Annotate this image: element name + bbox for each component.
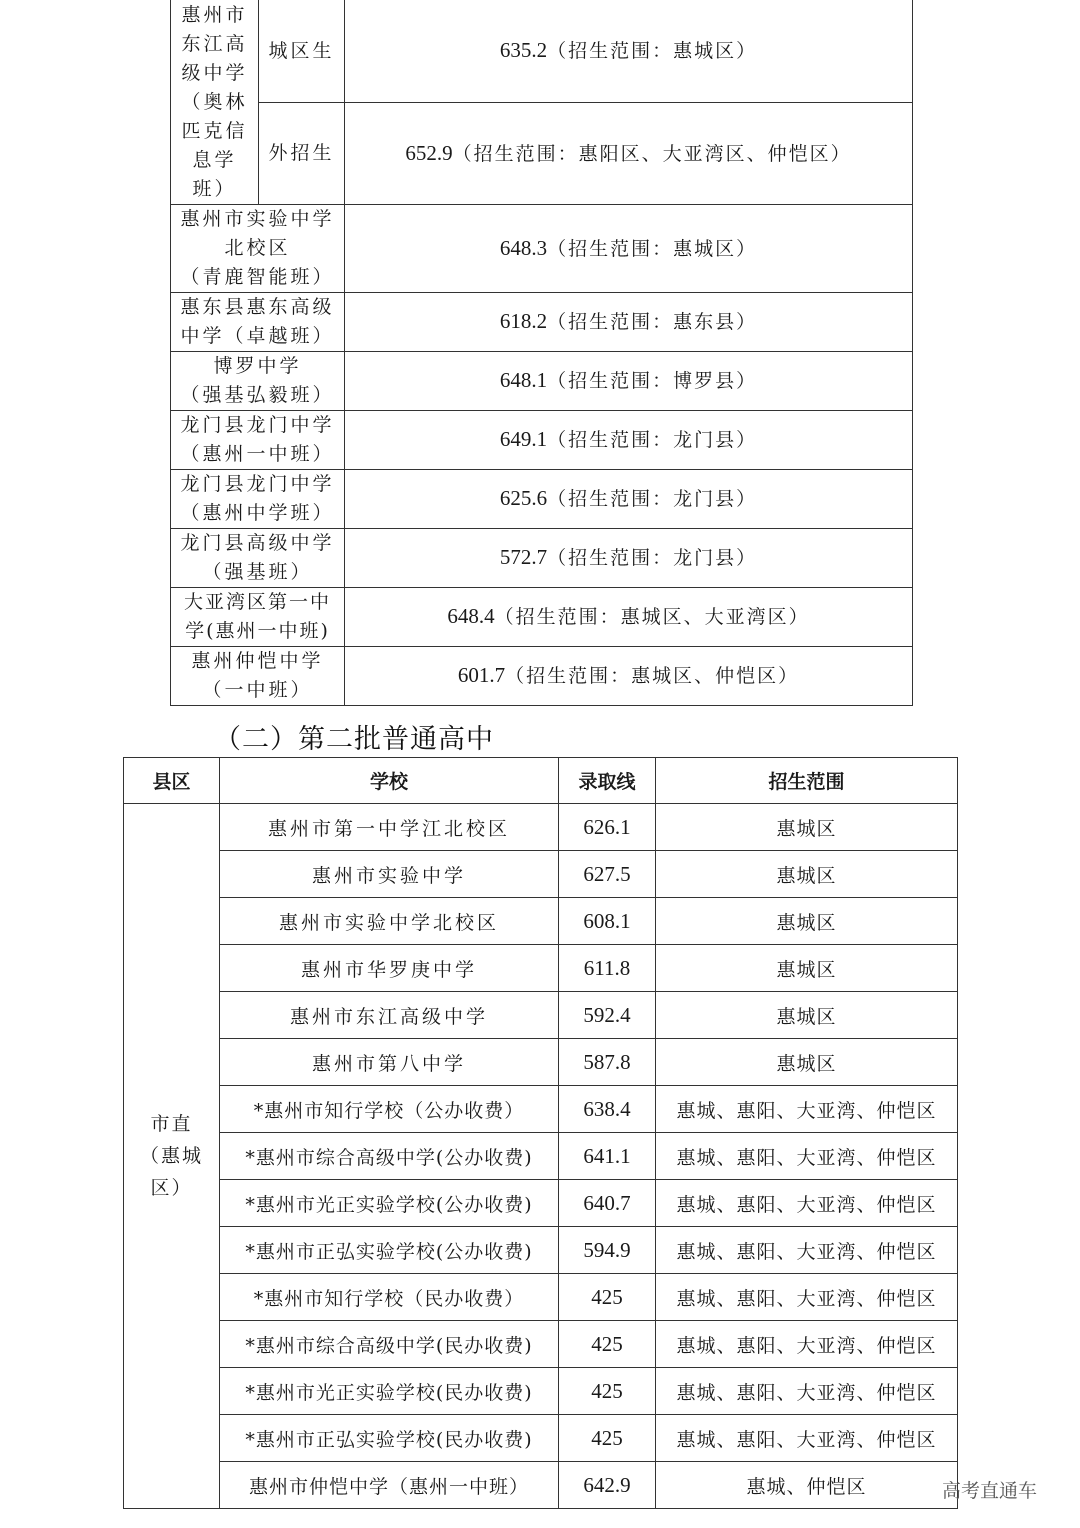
score-range-cell: [345, 0, 913, 103]
table-row: [124, 1133, 958, 1180]
score: 648.3: [499, 235, 548, 260]
range-cell: 惠城区: [656, 804, 958, 851]
score-range-cell: [345, 529, 913, 588]
header-school: 学校: [220, 758, 559, 804]
school-cell: *惠州市知行学校（民办收费）: [220, 1274, 559, 1321]
school-cell: *惠州市正弘实验学校(公办收费): [220, 1227, 559, 1274]
score: 648.4: [447, 604, 495, 628]
enrollment-range: （招生范围：惠城区、仲恺区）: [505, 665, 800, 687]
header-range: 招生范围: [656, 758, 958, 804]
school-cell: [171, 205, 345, 293]
score: 652.9: [405, 140, 453, 165]
school-line: 龙门县龙门中学: [180, 473, 335, 495]
range-cell: 惠城区: [656, 851, 958, 898]
table-row: [171, 0, 913, 103]
batch1-score-table: [170, 0, 913, 706]
range-cell: 惠城区: [656, 1039, 958, 1086]
school-cell: *惠州市综合高级中学(公办收费): [220, 1133, 559, 1180]
table-row: [124, 1462, 958, 1509]
score: 635.2: [499, 38, 548, 62]
table-row: [124, 1086, 958, 1133]
school-line: 惠东县惠东高级: [180, 296, 335, 318]
table-row: [171, 529, 913, 588]
school-cell: [171, 411, 345, 470]
table-row: [171, 293, 913, 352]
school-line: 龙门县龙门中学: [180, 414, 335, 436]
school-cell: 惠州市实验中学: [220, 851, 559, 898]
enrollment-range: （招生范围：龙门县）: [547, 547, 758, 569]
header-score: 录取线: [559, 758, 656, 804]
school-cell: 惠州市第一中学江北校区: [220, 804, 559, 851]
table-row: [124, 1180, 958, 1227]
table-row: [124, 1274, 958, 1321]
enrollment-range: （招生范围：惠城区）: [547, 237, 758, 260]
score: 625.6: [499, 486, 548, 510]
score: 601.7: [457, 663, 506, 687]
school-cell: 惠州市仲恺中学（惠州一中班）: [220, 1462, 559, 1509]
school-cell: [171, 647, 345, 706]
range-cell: 惠城区: [656, 945, 958, 992]
table-row: [124, 992, 958, 1039]
school-line: 惠州市实验中学: [180, 208, 335, 230]
table-row: [171, 103, 913, 205]
table-header-row: [124, 758, 958, 804]
table-row: [124, 1227, 958, 1274]
range-cell: 惠城、仲恺区: [656, 1462, 958, 1509]
score-cell: 627.5: [559, 851, 656, 898]
score-range-cell: [345, 103, 913, 205]
enrollment-range: （招生范围：惠城区）: [547, 40, 758, 62]
score-cell: 425: [559, 1368, 656, 1415]
county-line: 市直: [150, 1113, 193, 1135]
score: 648.1: [499, 368, 548, 392]
range-cell: 惠城、惠阳、大亚湾、仲恺区: [656, 1274, 958, 1321]
school-line: 北校区: [224, 237, 291, 259]
enrollment-range: （招生范围：惠东县）: [547, 311, 758, 333]
batch2-score-table: [123, 757, 958, 1509]
score-cell: 626.1: [559, 804, 656, 851]
school-line: 博罗中学: [213, 355, 302, 377]
enrollment-range: （招生范围：惠阳区、大亚湾区、仲恺区）: [452, 142, 852, 165]
range-cell: 惠城、惠阳、大亚湾、仲恺区: [656, 1321, 958, 1368]
county-line: 区）: [150, 1177, 193, 1199]
school-cell: *惠州市正弘实验学校(民办收费): [220, 1415, 559, 1462]
score-range-cell: [345, 352, 913, 411]
school-line: 息学: [192, 148, 237, 171]
school-cell: *惠州市综合高级中学(民办收费): [220, 1321, 559, 1368]
school-line: 东江高: [181, 32, 248, 55]
range-cell: 惠城、惠阳、大亚湾、仲恺区: [656, 1086, 958, 1133]
section-heading: （二）第二批普通高中: [214, 724, 494, 755]
table-row: [171, 470, 913, 529]
score-cell: 642.9: [559, 1462, 656, 1509]
score-cell: 425: [559, 1274, 656, 1321]
school-cell: *惠州市光正实验学校(民办收费): [220, 1368, 559, 1415]
score-range-cell: [345, 205, 913, 293]
table-row: [171, 647, 913, 706]
score-cell: 608.1: [559, 898, 656, 945]
score-cell: 611.8: [559, 945, 656, 992]
table-row: [171, 588, 913, 647]
school-cell: 惠州市华罗庚中学: [220, 945, 559, 992]
score: 649.1: [499, 427, 548, 451]
watermark: 高考直通车: [942, 1480, 1038, 1502]
school-line: （奥林: [181, 90, 248, 113]
school-cell: [171, 470, 345, 529]
score-range-cell: [345, 588, 913, 647]
range-cell: 惠城区: [656, 898, 958, 945]
header-county: 县区: [124, 758, 220, 804]
school-line: （一中班）: [202, 679, 313, 701]
table-row: [171, 352, 913, 411]
school-line: 惠州市: [181, 3, 248, 26]
score-range-cell: [345, 411, 913, 470]
school-cell: 惠州市第八中学: [220, 1039, 559, 1086]
table-row: [124, 804, 958, 851]
range-cell: 惠城、惠阳、大亚湾、仲恺区: [656, 1368, 958, 1415]
table-row: [171, 411, 913, 470]
school-line: （惠州中学班）: [180, 502, 335, 524]
school-line: 学(惠州一中班): [185, 620, 330, 642]
score-cell: 587.8: [559, 1039, 656, 1086]
table-row: [124, 1368, 958, 1415]
school-cell: 惠州市实验中学北校区: [220, 898, 559, 945]
school-cell: *惠州市知行学校（公办收费）: [220, 1086, 559, 1133]
table-row: [171, 205, 913, 293]
school-cell: [171, 352, 345, 411]
school-cell: 惠州市东江高级中学: [220, 992, 559, 1039]
table-row: [124, 1321, 958, 1368]
school-cell: [171, 293, 345, 352]
score-range-cell: [345, 470, 913, 529]
score: 572.7: [499, 545, 548, 569]
score-cell: 641.1: [559, 1133, 656, 1180]
school-line: 大亚湾区第一中: [183, 591, 331, 613]
score: 618.2: [499, 309, 548, 333]
school-line: 惠州仲恺中学: [191, 650, 324, 672]
school-cell: *惠州市光正实验学校(公办收费): [220, 1180, 559, 1227]
school-cell: [171, 529, 345, 588]
school-line: （强基弘毅班）: [180, 384, 335, 406]
table-row: [124, 945, 958, 992]
student-type-cell: 外招生: [259, 103, 345, 205]
range-cell: 惠城、惠阳、大亚湾、仲恺区: [656, 1227, 958, 1274]
table-row: [124, 851, 958, 898]
county-cell: [124, 804, 220, 1509]
score-cell: 592.4: [559, 992, 656, 1039]
school-line: 班）: [192, 177, 237, 200]
enrollment-range: （招生范围：龙门县）: [547, 488, 758, 510]
table-row: [124, 898, 958, 945]
table-row: [124, 1415, 958, 1462]
table-row: [124, 1039, 958, 1086]
school-line: （青鹿智能班）: [180, 266, 335, 288]
range-cell: 惠城区: [656, 992, 958, 1039]
enrollment-range: （招生范围：惠城区、大亚湾区）: [494, 606, 810, 628]
score-cell: 425: [559, 1321, 656, 1368]
range-cell: 惠城、惠阳、大亚湾、仲恺区: [656, 1133, 958, 1180]
school-line: （强基班）: [202, 561, 313, 583]
school-line: 匹克信: [181, 119, 248, 142]
school-cell: [171, 0, 259, 205]
range-cell: 惠城、惠阳、大亚湾、仲恺区: [656, 1180, 958, 1227]
score-range-cell: [345, 647, 913, 706]
student-type-cell: 城区生: [259, 0, 345, 103]
school-cell: [171, 588, 345, 647]
school-line: 中学（卓越班）: [180, 325, 335, 347]
county-line: （惠城: [139, 1145, 203, 1167]
score-cell: 594.9: [559, 1227, 656, 1274]
school-line: （惠州一中班）: [180, 443, 335, 465]
school-line: 级中学: [181, 61, 248, 84]
enrollment-range: （招生范围：博罗县）: [547, 370, 758, 392]
school-line: 龙门县高级中学: [180, 532, 335, 554]
score-range-cell: [345, 293, 913, 352]
score-cell: 638.4: [559, 1086, 656, 1133]
score-cell: 425: [559, 1415, 656, 1462]
range-cell: 惠城、惠阳、大亚湾、仲恺区: [656, 1415, 958, 1462]
score-cell: 640.7: [559, 1180, 656, 1227]
enrollment-range: （招生范围：龙门县）: [547, 429, 758, 451]
